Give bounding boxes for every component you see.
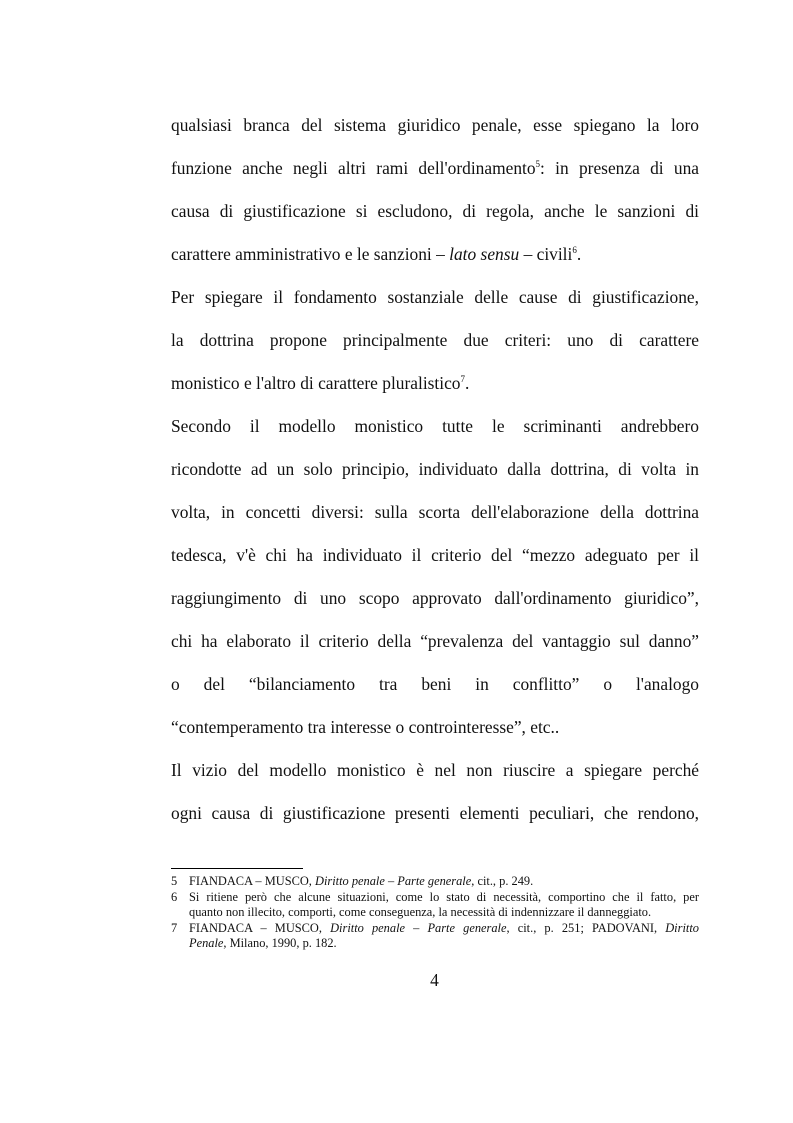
footnote-text: FIANDACA – MUSCO, Diritto penale – Parte generale, cit., p. 251; PADOVANI, Diritto Penale, Milano, 1990, p. 182. [189, 920, 699, 950]
body-line: causa di giustificazione si escludono, di regola, anche le sanzioni di [171, 201, 699, 221]
body-line: qualsiasi branca del sistema giuridico penale, esse spiegano la loro [171, 115, 699, 135]
footnote-ref[interactable]: 5 [535, 159, 541, 169]
body-line: tedesca, v'è chi ha individuato il criterio del “mezzo adeguato per il [171, 545, 699, 565]
footnote-7 [171, 921, 699, 952]
body-line: ricondotte ad un solo principio, individuato dalla dottrina, di volta in [171, 459, 699, 479]
footnote-number: 7 [171, 920, 178, 935]
body-line: o del “bilanciamento tra beni in conflitto” o l'analogo [171, 674, 699, 694]
body-line: ogni causa di giustificazione presenti elementi peculiari, che rendono, [171, 803, 699, 823]
footnote-number: 5 [171, 874, 178, 888]
body-line: monistico e l'altro di carattere pluralistico$^7$. [171, 373, 470, 393]
body-text [171, 104, 699, 835]
footnote-separator [171, 868, 303, 869]
footnote-6 [171, 890, 699, 921]
body-line: raggiungimento di uno scopo approvato dall'ordinamento giuridico”, [171, 588, 699, 608]
body-line: Il vizio del modello monistico è nel non riuscire a spiegare perché [171, 760, 699, 780]
body-line: Per spiegare il fondamento sostanziale delle cause di giustificazione, [171, 287, 699, 307]
body-line: la dottrina propone principalmente due criteri: uno di carattere [171, 330, 699, 350]
footnote-ref[interactable]: 6 [572, 245, 577, 255]
body-line: “contemperamento tra interesse o controinteresse”, etc.. [171, 717, 560, 737]
footnote-number: 6 [171, 889, 178, 904]
body-line: Secondo il modello monistico tutte le scriminanti andrebbero [171, 416, 699, 436]
page-number: 4 [430, 970, 439, 990]
footnotes [171, 874, 699, 952]
body-line: volta, in concetti diversi: sulla scorta dell'elaborazione della dottrina [171, 502, 699, 522]
body-line: carattere amministrativo e le sanzioni – lato sensu – civili$^6$. [171, 244, 582, 264]
footnote-text: FIANDACA – MUSCO, Diritto penale – Parte generale, cit., p. 249. [189, 874, 534, 888]
footnote-text: Si ritiene però che alcune situazioni, come lo stato di necessità, comportino che il fatto, per quanto non illecito, comporti, come conseguenza, la necessità di indennizzare il danneggiato. [189, 889, 699, 919]
footnote-5 [171, 874, 699, 890]
body-line: funzione anche negli altri rami dell'ordinamento$^5$: in presenza di una [171, 158, 699, 178]
body-line: chi ha elaborato il criterio della “prevalenza del vantaggio sul danno” [171, 631, 699, 651]
footnote-ref[interactable]: 7 [460, 374, 465, 384]
